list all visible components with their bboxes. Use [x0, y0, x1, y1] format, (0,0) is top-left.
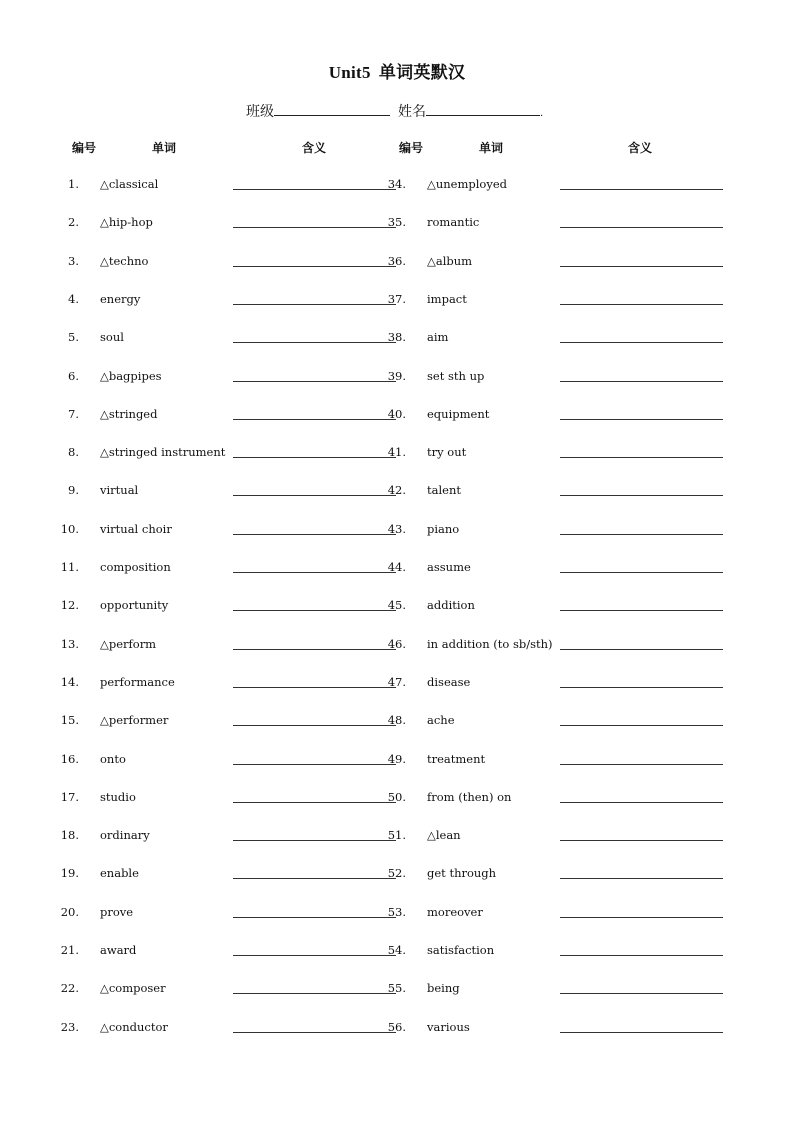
- vocab-word: △composer: [100, 981, 166, 995]
- meaning-answer-line[interactable]: [233, 687, 396, 688]
- vocab-word: talent: [427, 483, 461, 497]
- item-number: 17.: [60, 790, 79, 804]
- item-number: 55.: [387, 981, 406, 995]
- vocab-word: moreover: [427, 905, 483, 919]
- header-word-right: 单词: [479, 141, 504, 155]
- item-number: 20.: [60, 905, 79, 919]
- meaning-answer-line[interactable]: [560, 725, 723, 726]
- vocab-word: △classical: [100, 177, 159, 191]
- meaning-answer-line[interactable]: [233, 993, 396, 994]
- item-number: 43.: [387, 522, 406, 536]
- meaning-answer-line[interactable]: [233, 342, 396, 343]
- vocab-word: △conductor: [100, 1020, 168, 1034]
- item-number: 19.: [60, 866, 79, 880]
- vocab-word: △album: [427, 254, 473, 268]
- meaning-answer-line[interactable]: [560, 457, 723, 458]
- vocab-word: ache: [427, 713, 455, 727]
- item-number: 12.: [60, 598, 79, 612]
- meaning-answer-line[interactable]: [560, 878, 723, 879]
- item-number: 49.: [387, 752, 406, 766]
- vocab-word: △stringed: [100, 407, 158, 421]
- header-word-left: 单词: [152, 141, 177, 155]
- item-number: 5.: [68, 330, 79, 344]
- item-number: 6.: [68, 369, 79, 383]
- title-text: 单词英默汉: [378, 63, 466, 82]
- meaning-answer-line[interactable]: [233, 649, 396, 650]
- item-number: 42.: [387, 483, 406, 497]
- item-number: 9.: [68, 483, 79, 497]
- vocab-word: in addition (to sb/sth): [427, 637, 553, 651]
- vocab-word: opportunity: [100, 598, 169, 612]
- vocab-word: △techno: [100, 254, 149, 268]
- vocab-word: virtual: [100, 483, 139, 497]
- item-number: 44.: [387, 560, 406, 574]
- vocab-word: △performer: [100, 713, 169, 727]
- meaning-answer-line[interactable]: [233, 189, 396, 190]
- meaning-answer-line[interactable]: [233, 955, 396, 956]
- name-label: 姓名: [398, 104, 426, 120]
- meaning-answer-line[interactable]: [233, 419, 396, 420]
- vocab-word: from (then) on: [427, 790, 512, 804]
- vocab-word: treatment: [427, 752, 486, 766]
- vocab-word: various: [427, 1020, 470, 1034]
- vocab-word: △stringed instrument: [100, 445, 226, 459]
- item-number: 21.: [60, 943, 79, 957]
- item-number: 46.: [387, 637, 406, 651]
- meaning-answer-line[interactable]: [233, 1032, 396, 1033]
- item-number: 3.: [68, 254, 79, 268]
- meaning-answer-line[interactable]: [560, 1032, 723, 1033]
- meaning-answer-line[interactable]: [560, 572, 723, 573]
- vocab-word: virtual choir: [100, 522, 172, 536]
- item-number: 10.: [60, 522, 79, 536]
- item-number: 54.: [387, 943, 406, 957]
- item-number: 51.: [387, 828, 406, 842]
- vocab-word: performance: [100, 675, 175, 689]
- item-number: 50.: [387, 790, 406, 804]
- vocab-word: △unemployed: [427, 177, 507, 191]
- header-meaning-left: 含义: [302, 141, 327, 155]
- vocab-word: △hip-hop: [100, 215, 153, 229]
- meaning-answer-line[interactable]: [560, 687, 723, 688]
- meaning-answer-line[interactable]: [233, 495, 396, 496]
- meaning-answer-line[interactable]: [560, 266, 723, 267]
- end-mark: .: [540, 108, 544, 119]
- item-number: 37.: [387, 292, 406, 306]
- meaning-answer-line[interactable]: [560, 955, 723, 956]
- meaning-answer-line[interactable]: [560, 189, 723, 190]
- page-title: [0, 58, 794, 83]
- meaning-answer-line[interactable]: [560, 381, 723, 382]
- meaning-answer-line[interactable]: [233, 457, 396, 458]
- meaning-answer-line[interactable]: [560, 495, 723, 496]
- vocab-word: equipment: [427, 407, 490, 421]
- vocab-word: aim: [427, 330, 449, 344]
- meaning-answer-line[interactable]: [560, 419, 723, 420]
- meaning-answer-line[interactable]: [560, 764, 723, 765]
- item-number: 13.: [60, 637, 79, 651]
- class-blank[interactable]: [274, 101, 390, 116]
- item-number: 4.: [68, 292, 79, 306]
- meaning-answer-line[interactable]: [560, 840, 723, 841]
- meaning-answer-line[interactable]: [233, 878, 396, 879]
- class-label: 班级: [246, 104, 274, 120]
- vocab-word: studio: [100, 790, 136, 804]
- meaning-answer-line[interactable]: [233, 266, 396, 267]
- header-number-right: 编号: [399, 141, 424, 155]
- vocab-word: impact: [427, 292, 467, 306]
- header-number-left: 编号: [72, 141, 97, 155]
- vocab-word: △perform: [100, 637, 157, 651]
- item-number: 53.: [387, 905, 406, 919]
- vocab-word: romantic: [427, 215, 480, 229]
- vocab-word: being: [427, 981, 460, 995]
- vocab-word: piano: [427, 522, 460, 536]
- meaning-answer-line[interactable]: [560, 342, 723, 343]
- item-number: 56.: [387, 1020, 406, 1034]
- meaning-answer-line[interactable]: [233, 572, 396, 573]
- vocab-word: prove: [100, 905, 134, 919]
- item-number: 39.: [387, 369, 406, 383]
- meaning-answer-line[interactable]: [233, 725, 396, 726]
- meaning-answer-line[interactable]: [560, 802, 723, 803]
- meaning-answer-line[interactable]: [233, 381, 396, 382]
- vocab-word: satisfaction: [427, 943, 495, 957]
- item-number: 36.: [387, 254, 406, 268]
- meaning-answer-line[interactable]: [560, 917, 723, 918]
- meaning-answer-line[interactable]: [233, 840, 396, 841]
- item-number: 18.: [60, 828, 79, 842]
- item-number: 1.: [68, 177, 79, 191]
- vocab-word: energy: [100, 292, 141, 306]
- meaning-answer-line[interactable]: [560, 227, 723, 228]
- item-number: 48.: [387, 713, 406, 727]
- vocab-word: △lean: [427, 828, 461, 842]
- meaning-answer-line[interactable]: [233, 764, 396, 765]
- item-number: 35.: [387, 215, 406, 229]
- vocab-word: disease: [427, 675, 471, 689]
- item-number: 34.: [387, 177, 406, 191]
- vocab-word: get through: [427, 866, 497, 880]
- meaning-answer-line[interactable]: [560, 534, 723, 535]
- header-meaning-right: 含义: [628, 141, 653, 155]
- vocab-word: △bagpipes: [100, 369, 162, 383]
- vocab-word: set sth up: [427, 369, 485, 383]
- item-number: 2.: [68, 215, 79, 229]
- item-number: 8.: [68, 445, 79, 459]
- meaning-answer-line[interactable]: [233, 610, 396, 611]
- title-unit: Unit5: [328, 63, 371, 82]
- item-number: 7.: [68, 407, 79, 421]
- meaning-answer-line[interactable]: [560, 649, 723, 650]
- item-number: 15.: [60, 713, 79, 727]
- meaning-answer-line[interactable]: [233, 917, 396, 918]
- item-number: 41.: [387, 445, 406, 459]
- item-number: 40.: [387, 407, 406, 421]
- meaning-answer-line[interactable]: [560, 610, 723, 611]
- meaning-answer-line[interactable]: [560, 993, 723, 994]
- vocab-word: enable: [100, 866, 139, 880]
- item-number: 14.: [60, 675, 79, 689]
- item-number: 22.: [60, 981, 79, 995]
- vocab-word: soul: [100, 330, 124, 344]
- item-number: 23.: [60, 1020, 79, 1034]
- student-info: [246, 101, 543, 121]
- item-number: 45.: [387, 598, 406, 612]
- vocab-word: addition: [427, 598, 475, 612]
- item-number: 52.: [387, 866, 406, 880]
- item-number: 38.: [387, 330, 406, 344]
- vocab-word: try out: [427, 445, 467, 459]
- item-number: 47.: [387, 675, 406, 689]
- vocab-word: composition: [100, 560, 171, 574]
- vocab-word: onto: [100, 752, 126, 766]
- meaning-answer-line[interactable]: [233, 304, 396, 305]
- meaning-answer-line[interactable]: [560, 304, 723, 305]
- vocab-word: assume: [427, 560, 471, 574]
- item-number: 11.: [60, 560, 79, 574]
- meaning-answer-line[interactable]: [233, 227, 396, 228]
- vocab-word: ordinary: [100, 828, 150, 842]
- item-number: 16.: [60, 752, 79, 766]
- name-blank[interactable]: [426, 101, 540, 116]
- vocab-word: award: [100, 943, 137, 957]
- meaning-answer-line[interactable]: [233, 802, 396, 803]
- meaning-answer-line[interactable]: [233, 534, 396, 535]
